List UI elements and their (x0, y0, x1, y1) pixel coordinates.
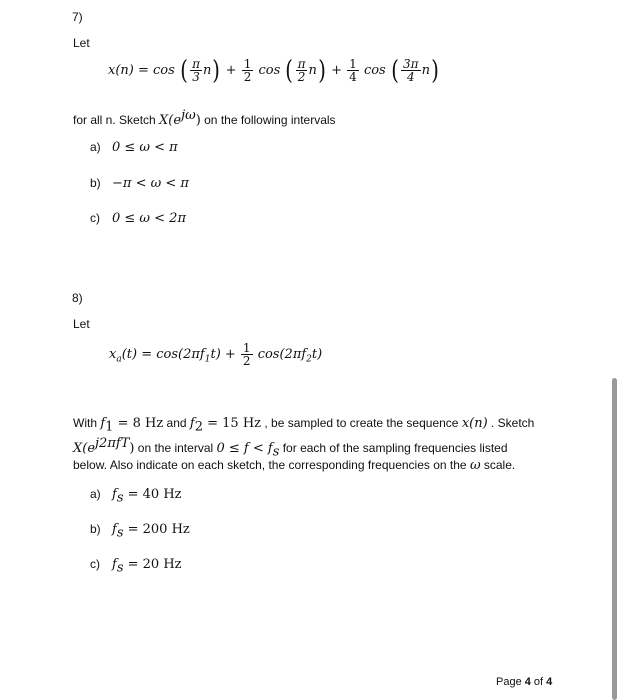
problem-8-let: Let (73, 317, 90, 331)
problem-7-item-a: a) 0 ≤ ω < π (90, 140, 178, 155)
vertical-scrollbar[interactable] (612, 378, 617, 700)
problem-8-paragraph-line-2: $X(e^{j2\pi fT})$ on the interval $0 \le f < f_s$ for each of the sampling frequencies listed (73, 436, 508, 460)
problem-8-item-c: c) $f_s = 20$ Hz (90, 557, 182, 576)
problem-7-item-c: c) 0 ≤ ω < 2π (90, 211, 187, 226)
problem-7-instructions: for all n. Sketch $X(e^{j\omega})$ on the following intervals (73, 108, 336, 128)
problem-8-number: 8) (72, 291, 83, 305)
problem-8-equation: $x_a(t) = \cos(2\pi f_1t)$ + $\frac{1}{2}$ $\cos(2\pi f_2t)$ (109, 341, 323, 368)
problem-8-paragraph-line-1: With $f_1 = 8$ Hz and $f_2 = 15$ Hz , be sampled to create the sequence x(n) . Sketch (73, 416, 535, 435)
problem-8-item-a: a) $f_s = 40$ Hz (90, 487, 182, 506)
page-number: Page 4 of 4 (496, 676, 553, 688)
problem-8-item-b: b) $f_s = 200$ Hz (90, 522, 190, 541)
eq-lhs: x(n) = (108, 63, 154, 78)
problem-7-number: 7) (72, 10, 83, 24)
problem-8-paragraph-line-3: below. Also indicate on each sketch, the corresponding frequencies on the ω scale. (73, 458, 516, 473)
problem-7-item-b: b) −π < ω < π (90, 176, 189, 191)
problem-7-equation: x(n) = cos ( $\frac{\pi}{3}$ n) + $\frac{1}{2}$ cos ( $\frac{\pi}{2}$ n) + $\frac{1}{4}$ cos ( $\frac{3\pi}{4}$ n) (108, 55, 439, 86)
problem-7-let: Let (73, 36, 90, 50)
